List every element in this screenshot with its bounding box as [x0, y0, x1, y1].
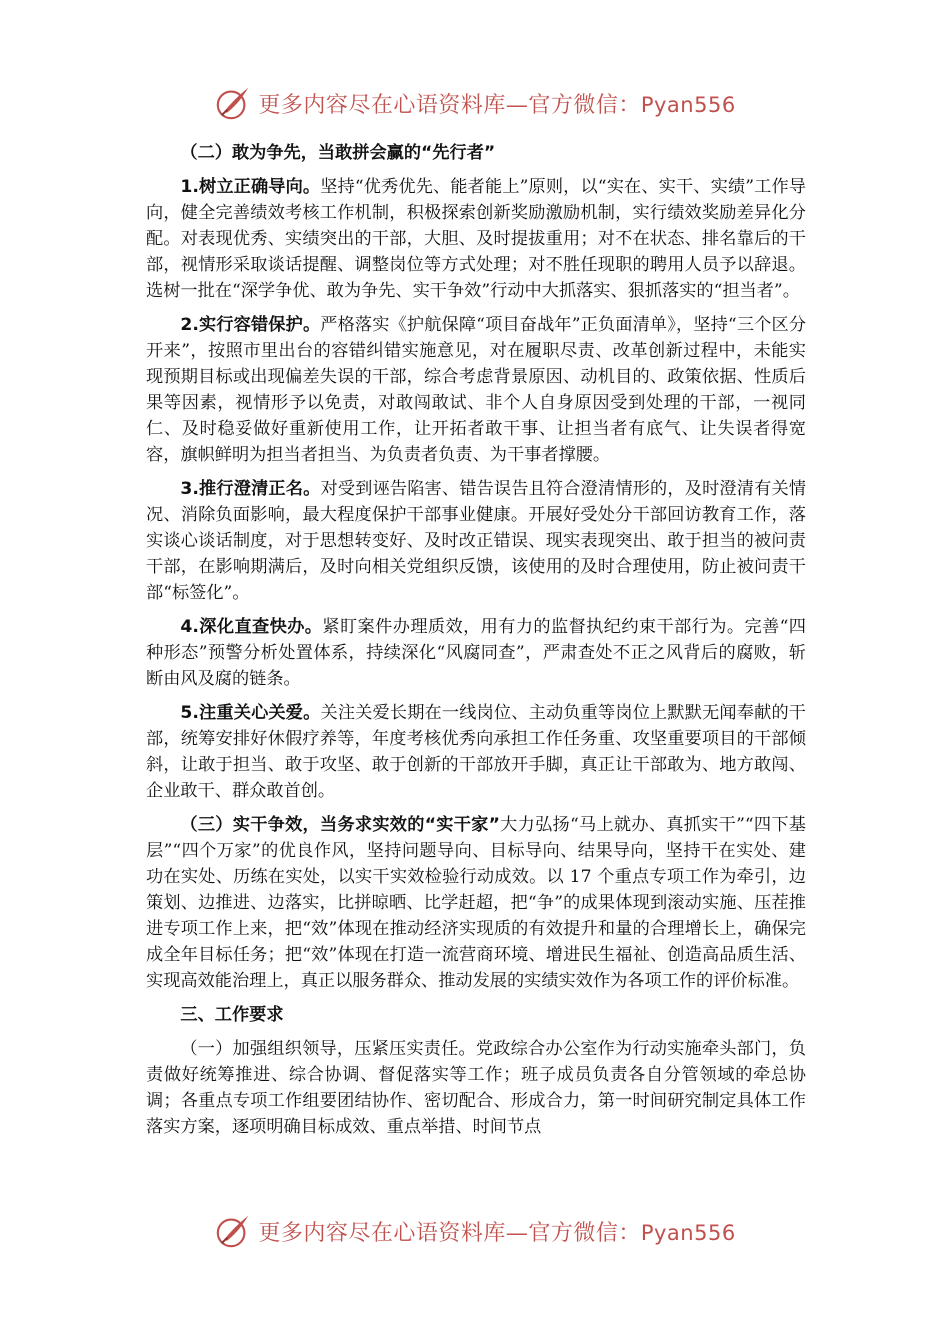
section-heading-2: （二）敢为争先，当敢拼会赢的“先行者”: [180, 143, 496, 163]
footer-banner: [0, 1208, 950, 1254]
item-text: 严格落实《护航保障“项目奋战年”正负面清单》，坚持“三个区分开来”，按照市里出台的容错纠错实施意见，对在履职尽责、改革创新过程中，未能实现预期目标或出现偏差失误的干部，综合考虑背景原因、动机目的、政策依据、性质后果等因素，视情形予以免责，对敢闯敢试、非个人自身原因受到处理的干部，一视同仁、及时稳妥做好重新使用工作，让开拓者敢干事、让担当者有底气、让失误者得宽容，旗帜鲜明为担当者担当、为负责者负责、为干事者撑腰。: [146, 315, 807, 465]
list-item-5: [146, 700, 806, 804]
banner-text: 更多内容尽在心语资料库—官方微信：Pyan556: [258, 92, 736, 118]
list-item-3: [146, 476, 806, 606]
wechat-id: Pyan556: [640, 92, 736, 117]
item-lead: 1.树立正确导向。: [180, 177, 321, 197]
quill-pen-icon: [214, 1212, 252, 1250]
section-3-text: 大力弘扬“马上就办、真抓实干”“四下基层”“四个万家”的优良作风，坚持问题导向、目标导向、结果导向，坚持干在实处、建功在实处、历练在实处，以实干实效检验行动成效。以 17 个重点专项工作为牵引，边策划、边推进、边落实，比拼晾晒、比学赶超，把“争”的成果体现到滚动实施、压茬推进专项工作上来，把“效”体现在推动经济实现质的有效提升和量的合理增长上，确保完成全年目标任务；把“效”体现在打造一流营商环境、增进民生福祉、创造高品质生活、实现高效能治理上，真正以服务群众、推动发展的实绩实效作为各项工作的评价标准。: [146, 815, 806, 991]
item-text: 坚持“优秀优先、能者能上”原则，以“实在、实干、实绩”工作导向，健全完善绩效考核工作机制，积极探索创新奖励激励机制，实行绩效奖励差异化分配。对表现优秀、实绩突出的干部，大胆、及时提拔重用；对不在状态、排名靠后的干部，视情形采取谈话提醒、调整岗位等方式处理；对不胜任现职的聘用人员予以辞退。选树一批在“深学争优、敢为争先、实干争效”行动中大抓落实、狠抓落实的“担当者”。: [146, 177, 806, 301]
wechat-id: Pyan556: [640, 1220, 736, 1245]
section-3-paragraph: [146, 812, 806, 994]
item-lead: 5.注重关心关爱。: [180, 703, 321, 723]
item-lead: 2.实行容错保护。: [180, 315, 321, 335]
list-item-1: [146, 174, 806, 304]
requirement-paragraph-1: （一）加强组织领导，压紧压实责任。党政综合办公室作为行动实施牵头部门，负责做好统筹推进、综合协调、督促落实等工作；班子成员负责各自分管领域的牵总协调；各重点专项工作组要团结协作、密切配合、形成合力，第一时间研究制定具体工作落实方案，逐项明确目标成效、重点举措、时间节点: [146, 1039, 806, 1137]
list-item-2: [146, 312, 806, 468]
item-text: 关注关爱长期在一线岗位、主动负重等岗位上默默无闻奉献的干部，统筹安排好休假疗养等，年度考核优秀向承担工作任务重、攻坚重要项目的干部倾斜，让敢于担当、敢于攻坚、敢于创新的干部放开手脚，真正让干部敢为、地方敢闯、企业敢干、群众敢首创。: [146, 703, 806, 801]
document-body: [146, 140, 806, 1148]
list-item-4: [146, 614, 806, 692]
item-lead: 4.深化直查快办。: [180, 617, 323, 637]
part-heading-3: 三、工作要求: [180, 1005, 284, 1025]
item-lead: 3.推行澄清正名。: [180, 479, 321, 499]
item-text: 对受到诬告陷害、错告误告且符合澄清情形的，及时澄清有关情况、消除负面影响，最大程度保护干部事业健康。开展好受处分干部回访教育工作，落实谈心谈话制度，对于思想转变好、及时改正错误、现实表现突出、敢于担当的被问责干部，在影响期满后，及时向相关党组织反馈，该使用的及时合理使用，防止被问责干部“标签化”。: [146, 479, 806, 603]
banner-text: 更多内容尽在心语资料库—官方微信：Pyan556: [258, 1220, 736, 1246]
section-heading-3: （三）实干争效，当务求实效的“实干家”: [180, 815, 500, 835]
item-text: 紧盯案件办理质效，用有力的监督执纪约束干部行为。完善“四种形态”预警分析处置体系，持续深化“风腐同查”，严肃查处不正之风背后的腐败，斩断由风及腐的链条。: [146, 617, 806, 689]
header-banner: [0, 80, 950, 126]
quill-pen-icon: [214, 84, 252, 122]
